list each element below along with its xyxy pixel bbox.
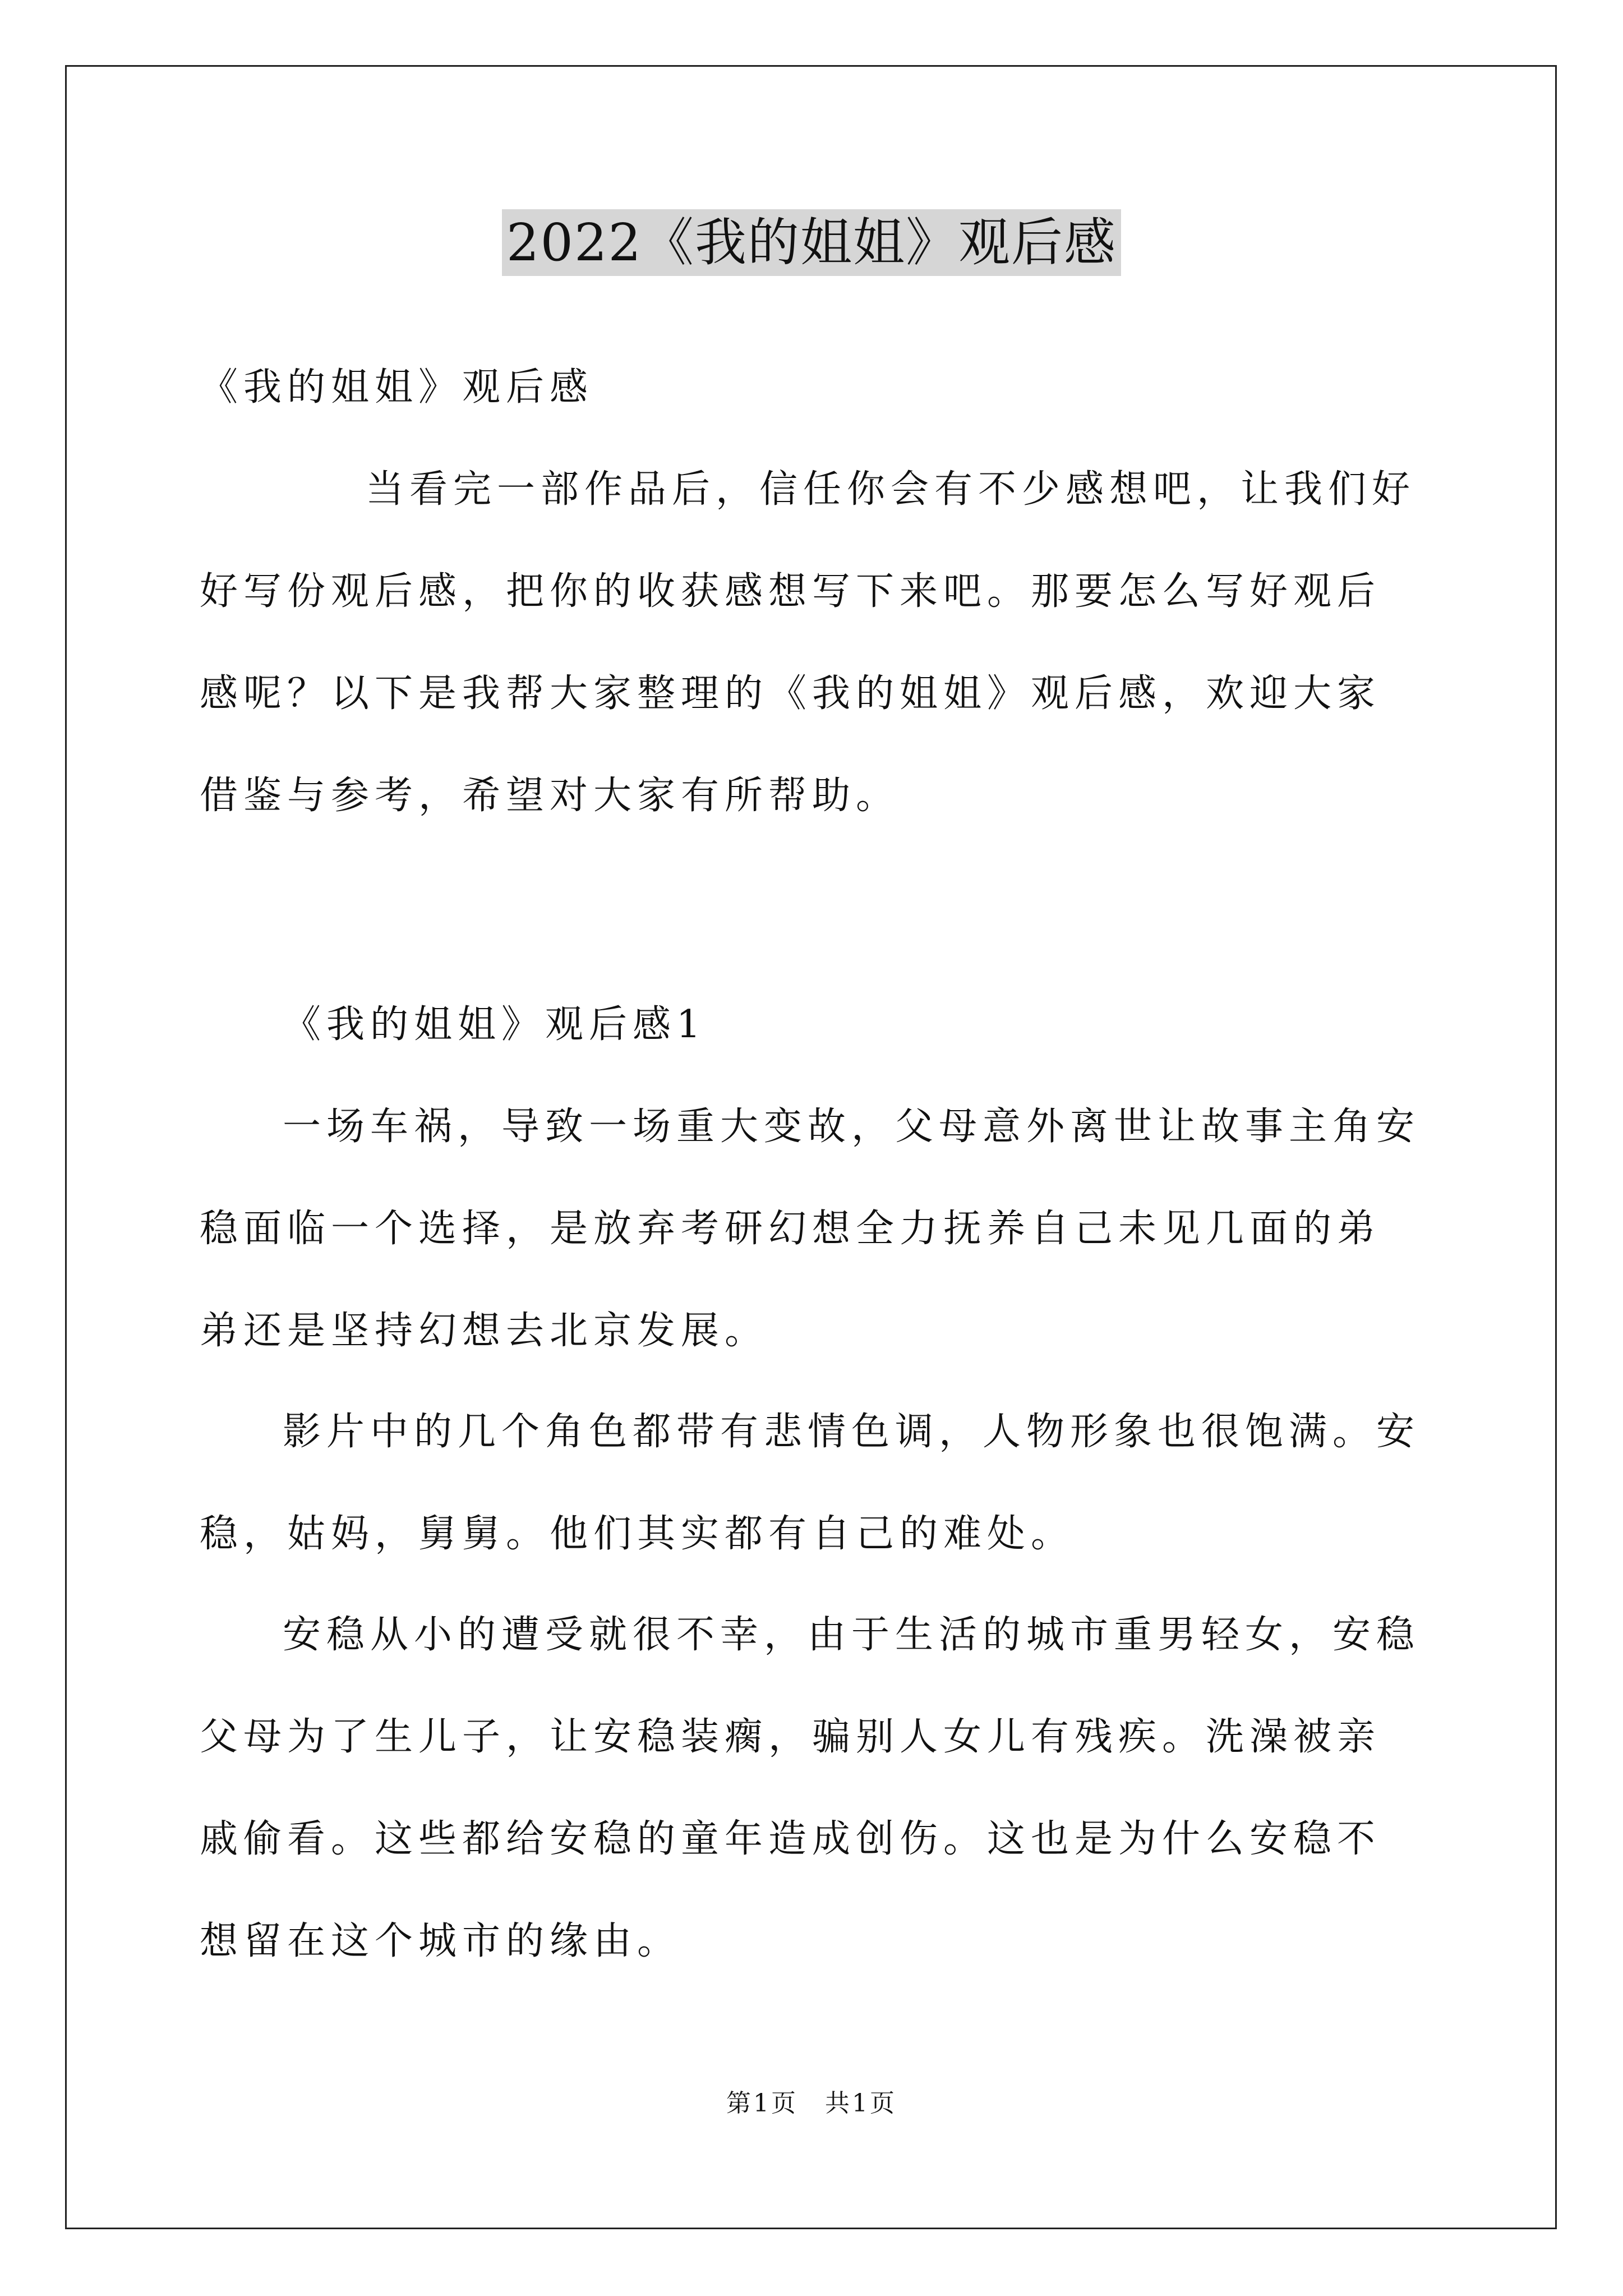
document-title-text: 2022《我的姐姐》观后感 — [502, 209, 1121, 276]
body-paragraph: 一场车祸，导致一场重大变故，父母意外离世让故事主角安稳面临一个选择，是放弃考研幻想全力抚养自己未见几面的弟弟还是坚持幻想去北京发展。 — [200, 1105, 1421, 1353]
document-title — [0, 206, 1623, 279]
page-number-footer: 第1页 共1页 — [726, 2089, 897, 2118]
section-heading: 《我的姐姐》观后感1 — [283, 1002, 707, 1047]
intro-paragraph: 当看完一部作品后，信任你会有不少感想吧，让我们好好写份观后感，把你的收获感想写下来吧。那要怎么写好观后感呢？以下是我帮大家整理的《我的姐姐》观后感，欢迎大家借鉴与参考，希望对大家有所帮助。 — [200, 467, 1416, 818]
body-paragraph: 安稳从小的遭受就很不幸，由于生活的城市重男轻女，安稳父母为了生儿子，让安稳装瘸，骗别人女儿有残疾。洗澡被亲戚偷看。这些都给安稳的童年造成创伤。这也是为什么安稳不想留在这个城市的缘由。 — [200, 1613, 1421, 1963]
document-subtitle: 《我的姐姐》观后感 — [200, 365, 594, 409]
body-paragraph: 影片中的几个角色都带有悲情色调，人物形象也很饱满。安稳，姑妈，舅舅。他们其实都有自己的难处。 — [200, 1410, 1421, 1556]
